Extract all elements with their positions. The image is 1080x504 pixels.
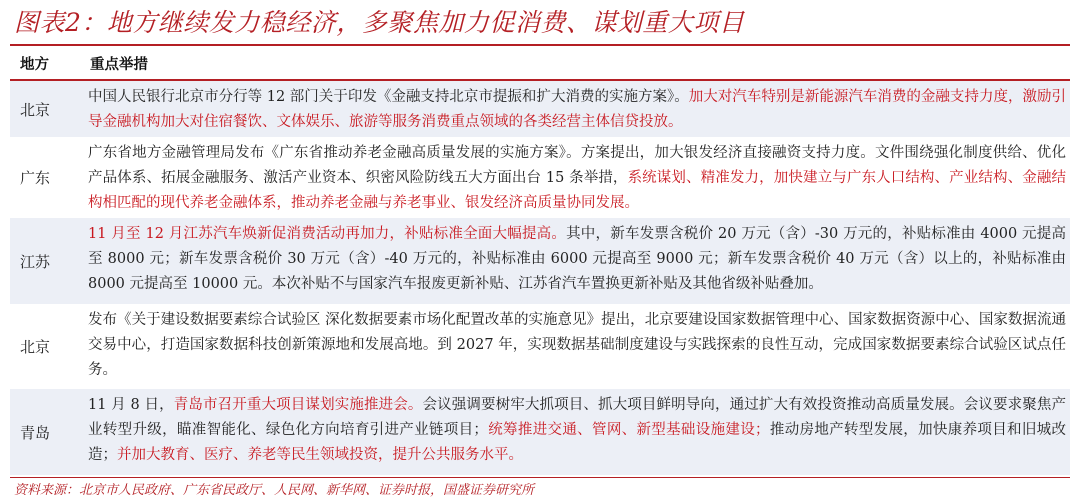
content-text: 中国人民银行北京市分行等 12 部门关于印发《金融支持北京市提振和扩大消费的实施方案》。 xyxy=(88,89,689,105)
row-region: 广东 xyxy=(20,169,51,187)
source-note: 资料来源：北京市人民政府、广东省民政厅、人民网、新华网、证券时报，国盛证券研究所 xyxy=(14,483,535,498)
row-region: 北京 xyxy=(20,100,51,119)
source-divider xyxy=(10,477,1070,478)
content-highlight: 并加大教育、医疗、养老等民生领域投资，提升公共服务水平。 xyxy=(117,447,523,463)
row-region: 江苏 xyxy=(20,252,51,271)
content-highlight: 加大对汽车特别是新能源汽车消费的金融支持力度，激励引导金融机构加大对住宿餐饮、文体娱乐、旅游等服务消费重点领域的各类经营主体信贷投放。 xyxy=(88,89,1066,130)
row-content xyxy=(88,85,1066,135)
table-row xyxy=(10,218,1070,305)
header-measures: 重点举措 xyxy=(90,57,148,73)
table-row xyxy=(10,389,1070,476)
content-text: 11 月 8 日， xyxy=(88,397,174,413)
table-row xyxy=(10,81,1070,138)
content-highlight: 系统谋划、精准发力，加快建立与广东人口结构、产业结构、金融结构相匹配的现代养老金融体系，推动养老金融与养老事业、银发经济高质量协同发展。 xyxy=(88,170,1066,211)
header-region: 地方 xyxy=(20,57,49,73)
content-text: 发布《关于建设数据要素综合试验区 深化数据要素市场化配置改革的实施意见》提出，北京要建设国家数据管理中心、国家数据资源中心、国家数据流通交易中心，打造国家数据科技创新策源地和发展高地。到 2027 年，实现数据基础制度建设与实践探索的良性互动，完成国家数据要素综合试验区试点任务。 xyxy=(88,312,1066,378)
content-highlight: 青岛市召开重大项目谋划实施推进会。 xyxy=(173,397,423,413)
content-text: 其中，新车发票含税价 20 万元（含）-30 万元的，补贴标准由 4000 元提高至 8000 元；新车发票含税价 30 万元（含）-40 万元的，补贴标准由 6000 元提高至 9000 元；新车发票含税价 40 万元（含）以上的，补贴标准由 8000 元提高至 10000 元。本次补贴不与国家汽车报废更新补贴、江苏省汽车置换更新补贴及其他省级补贴叠加。 xyxy=(88,226,1066,292)
table-row xyxy=(10,304,1070,390)
table-header xyxy=(10,48,1070,78)
row-content xyxy=(88,141,1066,216)
row-region: 青岛 xyxy=(20,423,51,442)
row-content xyxy=(88,308,1066,383)
content-highlight: 统筹推进交通、管网、新型基础设施建设； xyxy=(487,422,770,438)
table-row xyxy=(10,137,1070,219)
content-text: 会议强调要树牢大抓项目、抓大项目鲜明导向，通过扩大有效投资推动高质量发展。会议要求聚焦产业转型升级，瞄准智能化、绿色化方向培育引进产业链项目； xyxy=(88,397,1066,438)
row-content xyxy=(88,393,1066,468)
content-text: 广东省地方金融管理局发布《广东省推动养老金融高质量发展的实施方案》。方案提出，加大银发经济直接融资支持力度。文件围绕强化制度供给、优化产品体系、拓展金融服务、激活产业资本、织密风险防线五大方面出台 15 条举措， xyxy=(88,145,1066,186)
figure-title: 图表2：地方继续发力稳经济，多聚焦加力促消费、谋划重大项目 xyxy=(14,8,745,37)
content-text: 推动房地产转型发展，加快康养项目和旧城改造； xyxy=(88,422,1067,463)
content-highlight: 11 月至 12 月江苏汽车焕新促消费活动再加力，补贴标准全面大幅提高。 xyxy=(88,226,567,242)
row-content xyxy=(88,222,1066,297)
row-region: 北京 xyxy=(20,338,51,356)
title-divider xyxy=(10,44,1070,46)
